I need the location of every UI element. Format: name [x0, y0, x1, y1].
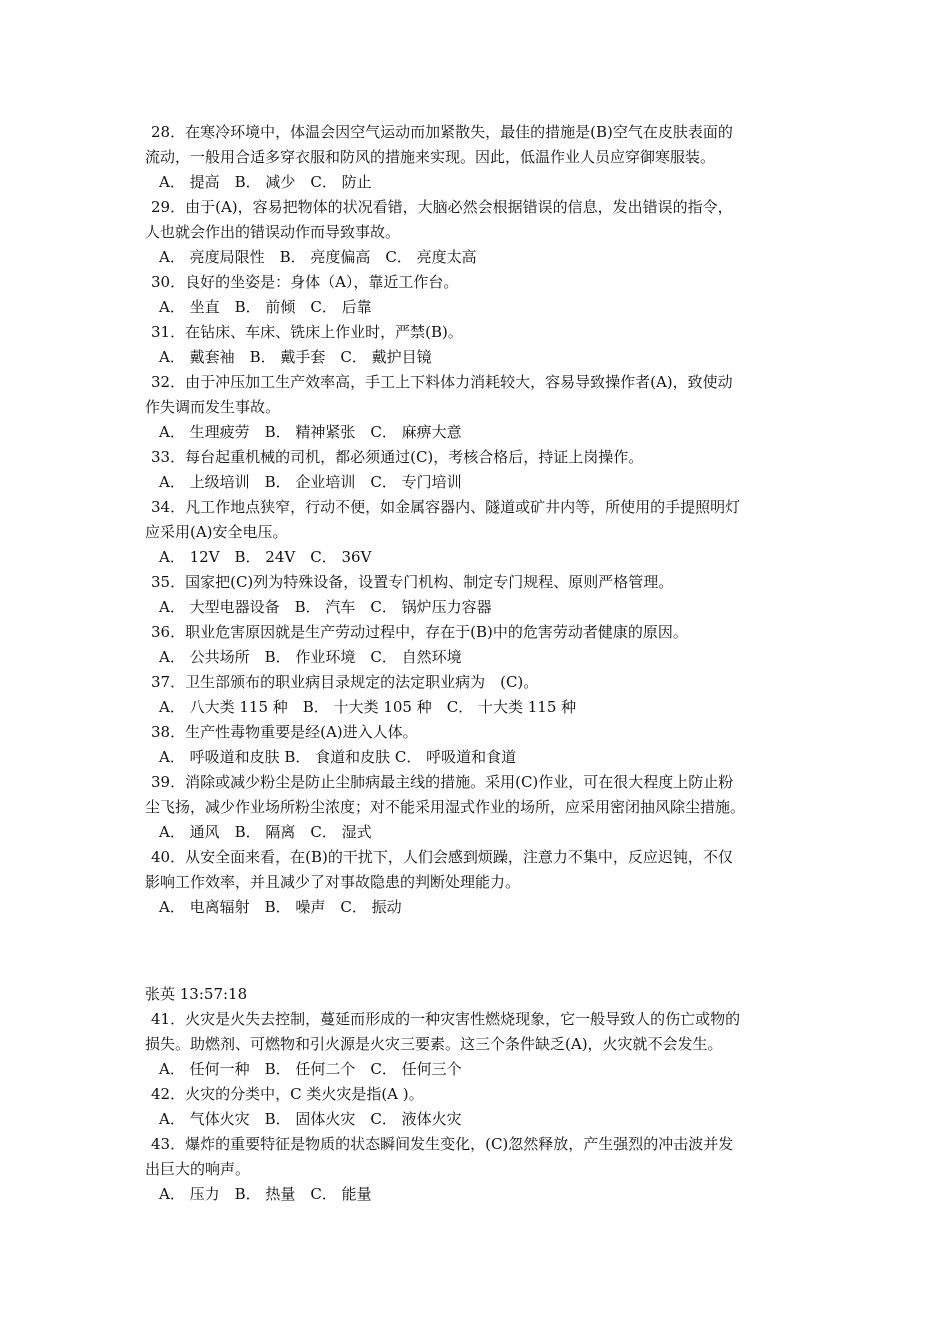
question-line: 29．由于(A)，容易把物体的状况看错，大脑必然会根据错误的信息，发出错误的指令， [151, 198, 733, 216]
question-line: 39．消除或减少粉尘是防止尘肺病最主线的措施。采用(C)作业，可在很大程度上防止粉 [151, 773, 734, 791]
sender-timestamp: 张英 13:57:18 [145, 985, 248, 1003]
answer-options: A． 大型电器设备 B． 汽车 C． 锅炉压力容器 [159, 598, 492, 616]
answer-options: A． 坐直 B． 前倾 C． 后靠 [159, 298, 372, 316]
question-continuation: 尘飞扬，减少作业场所粉尘浓度；对不能采用湿式作业的场所，应采用密闭抽风除尘措施。 [145, 798, 746, 816]
question-continuation: 流动，一般用合适多穿衣服和防风的措施来实现。因此，低温作业人员应穿御寒服装。 [145, 148, 716, 166]
question-line: 33．每台起重机械的司机，都必须通过(C)，考核合格后，持证上岗操作。 [151, 448, 644, 466]
question-line: 28．在寒冷环境中，体温会因空气运动而加紧散失，最佳的措施是(B)空气在皮肤表面的 [151, 123, 733, 141]
question-continuation: 损失。助燃剂、可燃物和引火源是火灾三要素。这三个条件缺乏(A)，火灾就不会发生。 [145, 1035, 723, 1053]
document-page [145, 120, 810, 1207]
question-continuation: 影响工作效率，并且减少了对事故隐患的判断处理能力。 [145, 873, 521, 891]
question-line: 34．凡工作地点狭窄，行动不便，如金属容器内、隧道或矿井内等，所使用的手提照明灯 [151, 498, 741, 516]
answer-options: A． 12V B． 24V C． 36V [159, 548, 372, 566]
answer-options: A． 生理疲劳 B． 精神紧张 C． 麻痹大意 [159, 423, 462, 441]
question-line: 41．火灾是火失去控制，蔓延而形成的一种灾害性燃烧现象，它一般导致人的伤亡或物的 [151, 1010, 741, 1028]
answer-options: A． 电离辐射 B． 噪声 C． 振动 [159, 898, 402, 916]
question-line: 43．爆炸的重要特征是物质的状态瞬间发生变化，(C)忽然释放，产生强烈的冲击波并发 [151, 1135, 734, 1153]
question-line: 30．良好的坐姿是：身体（A），靠近工作台。 [151, 273, 459, 291]
answer-options: A． 通风 B． 隔离 C． 湿式 [159, 823, 372, 841]
question-continuation: 作失调而发生事故。 [145, 398, 281, 416]
answer-options: A． 压力 B． 热量 C． 能量 [159, 1185, 372, 1203]
question-line: 32．由于冲压加工生产效率高，手工上下料体力消耗较大，容易导致操作者(A)，致使动 [151, 373, 733, 391]
question-line: 35．国家把(C)列为特殊设备，设置专门机构、制定专门规程、原则严格管理。 [151, 573, 674, 591]
question-continuation: 出巨大的响声。 [145, 1160, 251, 1178]
question-block-41-43 [145, 1007, 810, 1207]
question-block-28-40 [145, 120, 810, 920]
answer-options: A． 任何一种 B． 任何二个 C． 任何三个 [159, 1060, 462, 1078]
question-line: 36．职业危害原因就是生产劳动过程中，存在于(B)中的危害劳动者健康的原因。 [151, 623, 688, 641]
answer-options: A． 气体火灾 B． 固体火灾 C． 液体火灾 [159, 1110, 462, 1128]
question-line: 31．在钻床、车床、铣床上作业时，严禁(B)。 [151, 323, 463, 341]
question-line: 42．火灾的分类中，C 类火灾是指(A )。 [151, 1085, 424, 1103]
answer-options: A． 上级培训 B． 企业培训 C． 专门培训 [159, 473, 462, 491]
answer-options: A． 八大类 115 种 B． 十大类 105 种 C． 十大类 115 种 [159, 698, 577, 716]
section-gap [145, 920, 810, 982]
answer-options: A． 戴套袖 B． 戴手套 C． 戴护目镜 [159, 348, 432, 366]
answer-options: A． 呼吸道和皮肤 B． 食道和皮肤 C． 呼吸道和食道 [159, 748, 517, 766]
answer-options: A． 公共场所 B． 作业环境 C． 自然环境 [159, 648, 462, 666]
question-line: 38．生产性毒物重要是经(A)进入人体。 [151, 723, 418, 741]
answer-options: A． 亮度局限性 B． 亮度偏高 C． 亮度太高 [159, 248, 477, 266]
answer-options: A． 提高 B． 减少 C． 防止 [159, 173, 372, 191]
question-line: 40．从安全面来看，在(B)的干扰下，人们会感到烦躁，注意力不集中，反应迟钝，不仅 [151, 848, 733, 866]
question-continuation: 人也就会作出的错误动作而导致事故。 [145, 223, 401, 241]
question-line: 37．卫生部颁布的职业病目录规定的法定职业病为 (C)。 [151, 673, 539, 691]
question-continuation: 应采用(A)安全电压。 [145, 523, 288, 541]
